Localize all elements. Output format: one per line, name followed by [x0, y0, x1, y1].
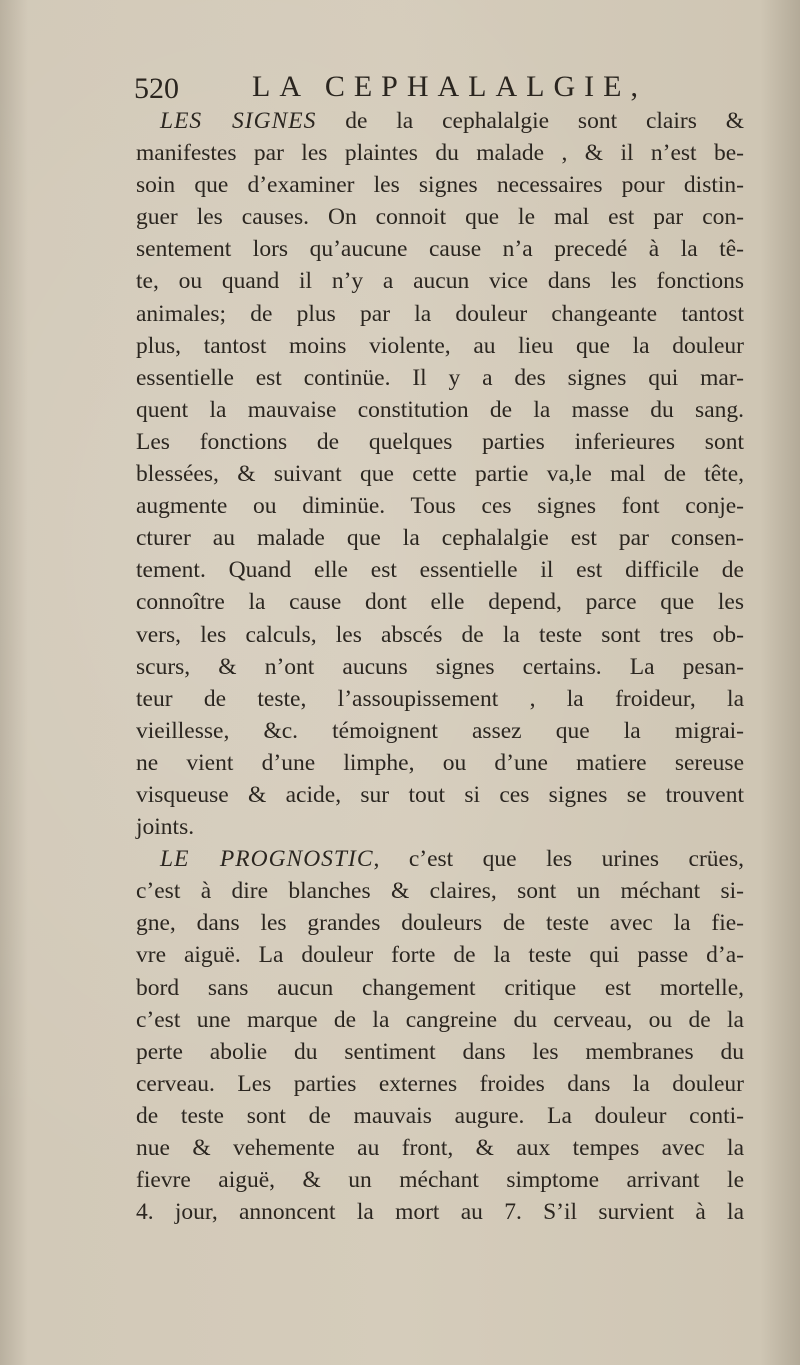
- text-line: c’est une marque de la cangreine du cerveau, ou de la: [136, 1006, 744, 1033]
- text-line: vers, les calculs, les abscés de la teste sont tres ob-: [136, 621, 744, 648]
- text-line: c’est à dire blanches & claires, sont un méchant si-: [136, 878, 744, 905]
- text-line: vre aiguë. La douleur forte de la teste qui passe d’a-: [136, 942, 744, 969]
- text-line: bord sans aucun changement critique est mortelle,: [136, 974, 744, 1001]
- text-line: 4. jour, annoncent la mort au 7. S’il survient à la: [136, 1199, 744, 1226]
- text-line: teur de teste, l’assoupissement , la froideur, la: [136, 685, 744, 712]
- section-lead-signes: LES SIGNES: [160, 108, 317, 134]
- text-line: vieillesse, &c. témoignent assez que la migrai-: [136, 717, 744, 744]
- text-line: essentielle est continüe. Il y a des signes qui mar-: [136, 364, 744, 391]
- page-number: 520: [134, 72, 179, 105]
- text-line: perte abolie du sentiment dans les membranes du: [136, 1038, 744, 1065]
- text-line: blessées, & suivant que cette partie va,le mal de tête,: [136, 461, 744, 488]
- body-text: [136, 105, 744, 1228]
- text-line: nue & vehemente au front, & aux tempes avec la: [136, 1135, 744, 1161]
- text-line: de teste sont de mauvais augure. La douleur conti-: [136, 1102, 744, 1129]
- text-line: guer les causes. On connoit que le mal est par con-: [136, 204, 744, 231]
- text-line: augmente ou diminüe. Tous ces signes font conje-: [136, 493, 744, 520]
- text-line: visqueuse & acide, sur tout si ces signes se trouvent: [136, 781, 744, 808]
- text-line: plus, tantost moins violente, au lieu que la douleur: [136, 332, 744, 359]
- text-line: gne, dans les grandes douleurs de teste avec la fie-: [136, 910, 744, 937]
- page-header: [134, 66, 694, 110]
- text-line: ne vient d’une limphe, ou d’une matiere sereuse: [136, 749, 744, 776]
- text-line: scurs, & n’ont aucuns signes certains. La pesan-: [136, 653, 744, 680]
- text-line: tement. Quand elle est essentielle il est difficile de: [136, 557, 744, 584]
- text-line: fievre aiguë, & un méchant simptome arrivant le: [136, 1167, 744, 1194]
- text-line: joints.: [136, 814, 195, 841]
- text-line: cturer au malade que la cephalalgie est par consen-: [136, 525, 744, 552]
- text-line: LES SIGNES de la cephalalgie sont clairs &: [160, 108, 744, 134]
- section-lead-prognostic: LE PROGNOSTIC: [160, 846, 374, 873]
- running-title: LA CEPHALALGIE,: [252, 70, 647, 103]
- text-line: animales; de plus par la douleur changeante tantost: [136, 300, 744, 327]
- text-line: soin que d’examiner les signes necessaires pour distin-: [136, 172, 744, 199]
- text-line: te, ou quand il n’y a aucun vice dans les fonctions: [136, 268, 744, 295]
- text-line: sentement lors qu’aucune cause n’a precedé à la tê-: [136, 236, 744, 263]
- text-line: quent la mauvaise constitution de la masse du sang.: [136, 396, 744, 423]
- text-line: cerveau. Les parties externes froides dans la douleur: [136, 1070, 744, 1097]
- text-line: Les fonctions de quelques parties inferieures sont: [136, 428, 744, 455]
- text-line: LE PROGNOSTIC, c’est que les urines crües,: [160, 846, 744, 873]
- text-line: manifestes par les plaintes du malade , & il n’est be-: [136, 140, 744, 167]
- text-line: connoître la cause dont elle depend, parce que les: [136, 589, 744, 616]
